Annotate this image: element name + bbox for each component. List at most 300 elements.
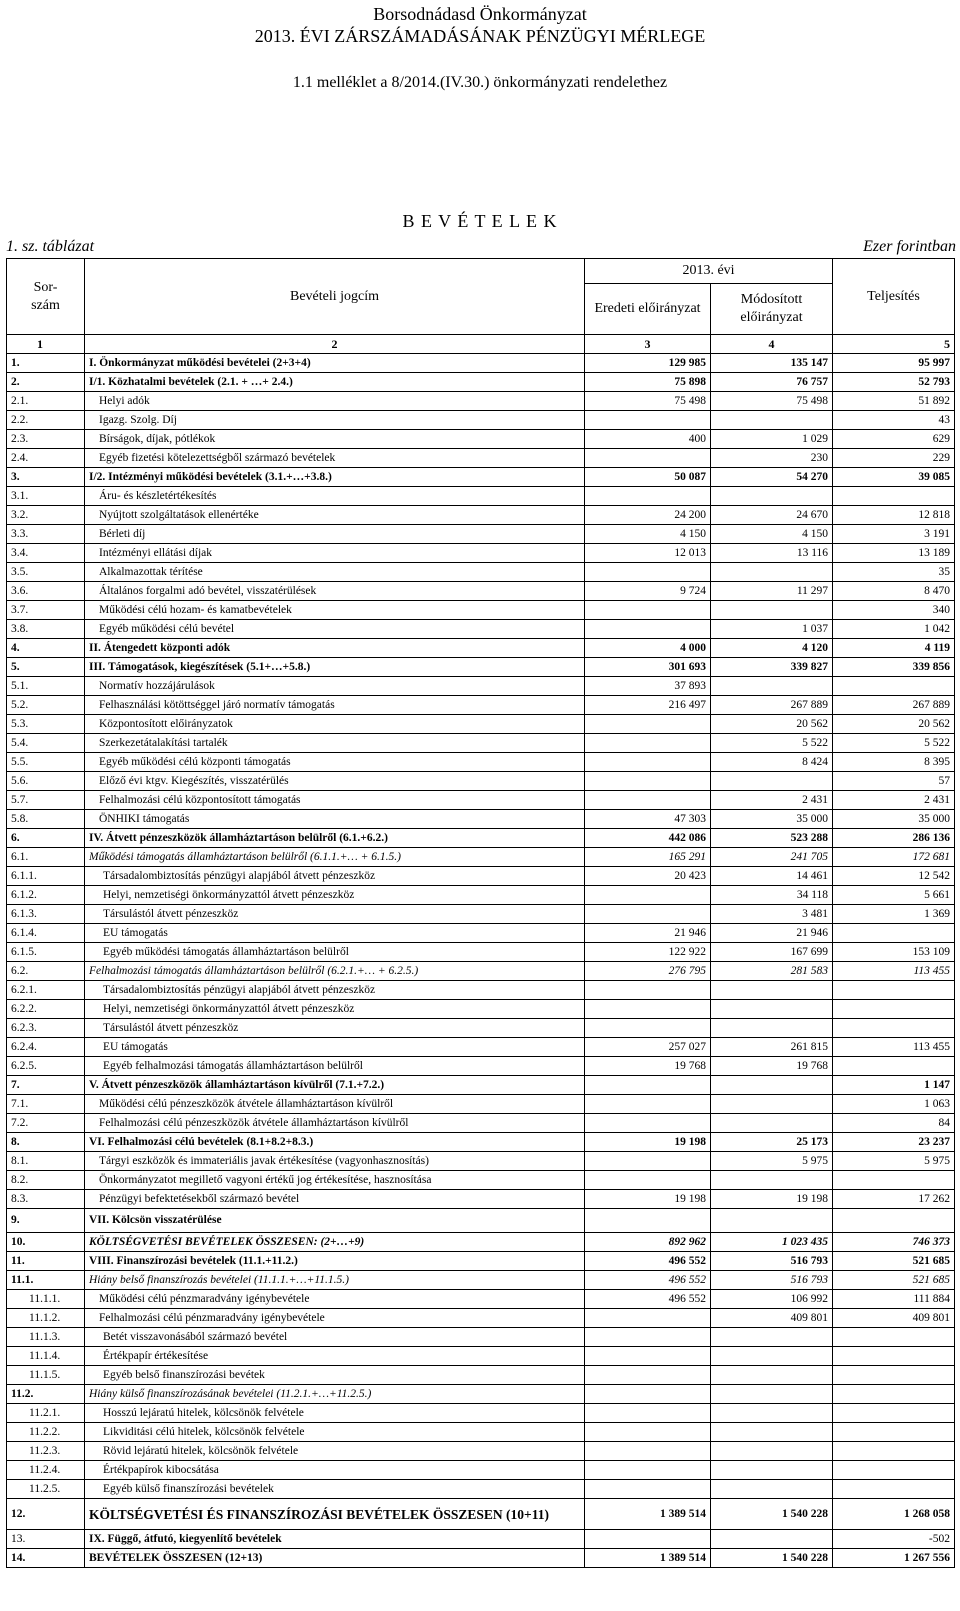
row-label: Társulástól átvett pénzeszköz: [85, 1019, 585, 1038]
row-label: Egyéb felhalmozási támogatás államháztartáson belülről: [85, 1057, 585, 1076]
value-eredeti: [585, 1000, 711, 1019]
value-eredeti: 496 552: [585, 1290, 711, 1309]
row-code: 11.: [7, 1252, 85, 1271]
row-code: 14.: [7, 1549, 85, 1568]
table-row: [7, 1461, 955, 1480]
table-row: [7, 1404, 955, 1423]
table-row: [7, 1038, 955, 1057]
value-eredeti: [585, 1328, 711, 1347]
value-eredeti: 75 498: [585, 392, 711, 411]
value-modositott: 1 029: [711, 430, 833, 449]
value-modositott: 261 815: [711, 1038, 833, 1057]
value-teljesites: [833, 677, 955, 696]
value-modositott: 230: [711, 449, 833, 468]
value-modositott: [711, 1385, 833, 1404]
value-eredeti: 122 922: [585, 943, 711, 962]
value-teljesites: 111 884: [833, 1290, 955, 1309]
value-teljesites: -502: [833, 1530, 955, 1549]
value-eredeti: [585, 1347, 711, 1366]
value-eredeti: 892 962: [585, 1233, 711, 1252]
value-eredeti: [585, 753, 711, 772]
row-code: 6.: [7, 829, 85, 848]
table-row: [7, 1114, 955, 1133]
value-eredeti: 50 087: [585, 468, 711, 487]
table-row: [7, 848, 955, 867]
value-modositott: 281 583: [711, 962, 833, 981]
row-code: 11.2.5.: [7, 1480, 85, 1499]
unit-label: Ezer forintban: [863, 238, 956, 255]
row-label: Egyéb fizetési kötelezettségből származó bevételek: [85, 449, 585, 468]
value-eredeti: [585, 1423, 711, 1442]
table-row: [7, 886, 955, 905]
row-label: IX. Függő, átfutó, kiegyenlítő bevételek: [85, 1530, 585, 1549]
table-row: [7, 392, 955, 411]
table-row: [7, 639, 955, 658]
value-modositott: 5 522: [711, 734, 833, 753]
row-label: Helyi, nemzetiségi önkormányzattól átvett pénzeszköz: [85, 886, 585, 905]
table-row: [7, 411, 955, 430]
value-modositott: 516 793: [711, 1271, 833, 1290]
row-label: Helyi, nemzetiségi önkormányzattól átvett pénzeszköz: [85, 1000, 585, 1019]
value-eredeti: [585, 905, 711, 924]
table-row: [7, 468, 955, 487]
value-teljesites: [833, 1057, 955, 1076]
row-code: 6.1.2.: [7, 886, 85, 905]
value-eredeti: 19 768: [585, 1057, 711, 1076]
value-modositott: 2 431: [711, 791, 833, 810]
row-code: 11.1.1.: [7, 1290, 85, 1309]
value-teljesites: 43: [833, 411, 955, 430]
value-teljesites: [833, 1347, 955, 1366]
row-code: 7.: [7, 1076, 85, 1095]
table-row: [7, 544, 955, 563]
table-row: [7, 696, 955, 715]
row-code: 5.3.: [7, 715, 85, 734]
row-label: Helyi adók: [85, 392, 585, 411]
row-label: Egyéb működési célú központi támogatás: [85, 753, 585, 772]
value-teljesites: 1 063: [833, 1095, 955, 1114]
row-code: 11.1.4.: [7, 1347, 85, 1366]
row-code: 3.1.: [7, 487, 85, 506]
value-teljesites: 521 685: [833, 1252, 955, 1271]
value-teljesites: 84: [833, 1114, 955, 1133]
value-modositott: [711, 677, 833, 696]
value-teljesites: 521 685: [833, 1271, 955, 1290]
value-teljesites: 23 237: [833, 1133, 955, 1152]
value-modositott: [711, 1019, 833, 1038]
value-teljesites: 1 369: [833, 905, 955, 924]
value-eredeti: 129 985: [585, 354, 711, 373]
row-code: 7.1.: [7, 1095, 85, 1114]
value-modositott: 267 889: [711, 696, 833, 715]
row-code: 4.: [7, 639, 85, 658]
row-code: 5.2.: [7, 696, 85, 715]
row-code: 11.2.1.: [7, 1404, 85, 1423]
value-eredeti: [585, 791, 711, 810]
value-modositott: 1 037: [711, 620, 833, 639]
table-row: [7, 715, 955, 734]
value-eredeti: 9 724: [585, 582, 711, 601]
col-num: 2: [85, 335, 585, 354]
row-code: 6.1.1.: [7, 867, 85, 886]
table-row: [7, 658, 955, 677]
table-row: [7, 1499, 955, 1530]
row-label: Működési célú pénzmaradvány igénybevétele: [85, 1290, 585, 1309]
value-eredeti: [585, 1019, 711, 1038]
value-modositott: 167 699: [711, 943, 833, 962]
row-label: III. Támogatások, kiegészítések (5.1+…+5.8.): [85, 658, 585, 677]
row-code: 6.1.3.: [7, 905, 85, 924]
table-row: [7, 525, 955, 544]
table-row: [7, 620, 955, 639]
row-label: BEVÉTELEK ÖSSZESEN (12+13): [85, 1549, 585, 1568]
row-label: Felhasználási kötöttséggel járó normatív támogatás: [85, 696, 585, 715]
table-row: [7, 487, 955, 506]
row-code: 3.6.: [7, 582, 85, 601]
value-modositott: [711, 1171, 833, 1190]
table-row: [7, 1366, 955, 1385]
row-label: I/2. Intézményi működési bevételek (3.1.+…+3.8.): [85, 468, 585, 487]
value-eredeti: 19 198: [585, 1133, 711, 1152]
table-row: [7, 1309, 955, 1328]
table-row: [7, 1530, 955, 1549]
table-row: [7, 506, 955, 525]
table-row: [7, 1442, 955, 1461]
value-teljesites: [833, 924, 955, 943]
value-teljesites: 35: [833, 563, 955, 582]
value-modositott: 339 827: [711, 658, 833, 677]
row-code: 6.2.2.: [7, 1000, 85, 1019]
value-eredeti: [585, 601, 711, 620]
table-row: [7, 1152, 955, 1171]
value-eredeti: [585, 981, 711, 1000]
value-modositott: 516 793: [711, 1252, 833, 1271]
row-code: 3.5.: [7, 563, 85, 582]
row-code: 3.4.: [7, 544, 85, 563]
row-label: Felhalmozási célú pénzeszközök átvétele államháztartáson kívülről: [85, 1114, 585, 1133]
row-code: 6.2.5.: [7, 1057, 85, 1076]
value-eredeti: 24 200: [585, 506, 711, 525]
table-row: [7, 449, 955, 468]
row-label: I. Önkormányzat működési bevételei (2+3+4): [85, 354, 585, 373]
row-code: 6.2.4.: [7, 1038, 85, 1057]
table-row: [7, 772, 955, 791]
row-label: Hiány külső finanszírozásának bevételei (11.2.1.+…+11.2.5.): [85, 1385, 585, 1404]
table-row: [7, 810, 955, 829]
value-teljesites: 267 889: [833, 696, 955, 715]
value-modositott: [711, 1347, 833, 1366]
table-row: [7, 791, 955, 810]
value-modositott: [711, 1480, 833, 1499]
value-teljesites: [833, 487, 955, 506]
value-teljesites: 340: [833, 601, 955, 620]
value-teljesites: 1 267 556: [833, 1549, 955, 1568]
value-modositott: [711, 487, 833, 506]
table-row: [7, 354, 955, 373]
col-header-eredeti: Eredeti előirányzat: [585, 284, 711, 335]
value-modositott: [711, 601, 833, 620]
value-teljesites: [833, 1171, 955, 1190]
table-row: [7, 582, 955, 601]
value-teljesites: [833, 1209, 955, 1233]
value-teljesites: 8 395: [833, 753, 955, 772]
value-teljesites: [833, 1000, 955, 1019]
row-label: VI. Felhalmozási célú bevételek (8.1+8.2+8.3.): [85, 1133, 585, 1152]
row-label: VII. Kölcsön visszatérülése: [85, 1209, 585, 1233]
row-code: 2.2.: [7, 411, 85, 430]
row-label: Hiány belső finanszírozás bevételei (11.1.1.+…+11.1.5.): [85, 1271, 585, 1290]
row-label: II. Átengedett központi adók: [85, 639, 585, 658]
table-row: [7, 1133, 955, 1152]
value-eredeti: [585, 1114, 711, 1133]
row-label: ÖNHIKI támogatás: [85, 810, 585, 829]
value-eredeti: [585, 1461, 711, 1480]
col-header-year: 2013. évi: [585, 259, 833, 284]
row-code: 5.4.: [7, 734, 85, 753]
value-teljesites: 95 997: [833, 354, 955, 373]
value-eredeti: 37 893: [585, 677, 711, 696]
col-header-teljesites: Teljesítés: [833, 259, 955, 335]
table-row: [7, 430, 955, 449]
table-row: [7, 1385, 955, 1404]
value-modositott: 20 562: [711, 715, 833, 734]
row-label: Társulástól átvett pénzeszköz: [85, 905, 585, 924]
value-modositott: 523 288: [711, 829, 833, 848]
value-teljesites: 2 431: [833, 791, 955, 810]
value-teljesites: 5 522: [833, 734, 955, 753]
value-eredeti: [585, 1366, 711, 1385]
row-code: 8.3.: [7, 1190, 85, 1209]
value-modositott: [711, 1366, 833, 1385]
row-label: Egyéb belső finanszírozási bevétek: [85, 1366, 585, 1385]
value-eredeti: [585, 563, 711, 582]
row-label: Betét visszavonásából származó bevétel: [85, 1328, 585, 1347]
table-row: [7, 1095, 955, 1114]
row-label: Alkalmazottak térítése: [85, 563, 585, 582]
col-header-modositott: Módosított előirányzat: [711, 284, 833, 335]
col-header-sorszam: Sor- szám: [7, 259, 85, 335]
row-label: Működési célú hozam- és kamatbevételek: [85, 601, 585, 620]
row-code: 11.1.5.: [7, 1366, 85, 1385]
table-row: [7, 1252, 955, 1271]
report-title: 2013. ÉVI ZÁRSZÁMADÁSÁNAK PÉNZÜGYI MÉRLEGE: [254, 26, 706, 46]
table-row: [7, 677, 955, 696]
row-label: Igazg. Szolg. Díj: [85, 411, 585, 430]
col-num: 3: [585, 335, 711, 354]
value-modositott: [711, 981, 833, 1000]
value-teljesites: 12 542: [833, 867, 955, 886]
value-modositott: 25 173: [711, 1133, 833, 1152]
value-modositott: [711, 1209, 833, 1233]
row-label: Egyéb külső finanszírozási bevételek: [85, 1480, 585, 1499]
value-eredeti: [585, 449, 711, 468]
value-eredeti: [585, 1076, 711, 1095]
row-label: Egyéb működési támogatás államháztartáson belülről: [85, 943, 585, 962]
row-label: IV. Átvett pénzeszközök államháztartáson belülről (6.1.+6.2.): [85, 829, 585, 848]
value-eredeti: [585, 1171, 711, 1190]
value-eredeti: 1 389 514: [585, 1499, 711, 1530]
row-label: Felhalmozási támogatás államháztartáson belülről (6.2.1.+… + 6.2.5.): [85, 962, 585, 981]
value-eredeti: [585, 1309, 711, 1328]
value-modositott: 34 118: [711, 886, 833, 905]
value-teljesites: 1 268 058: [833, 1499, 955, 1530]
value-eredeti: [585, 620, 711, 639]
row-code: 1.: [7, 354, 85, 373]
row-label: Társadalombiztosítás pénzügyi alapjából átvett pénzeszköz: [85, 981, 585, 1000]
value-teljesites: 35 000: [833, 810, 955, 829]
table-row: [7, 563, 955, 582]
row-code: 12.: [7, 1499, 85, 1530]
value-eredeti: 216 497: [585, 696, 711, 715]
row-label: Felhalmozási célú pénzmaradvány igénybevétele: [85, 1309, 585, 1328]
col-num: 1: [7, 335, 85, 354]
row-label: EU támogatás: [85, 1038, 585, 1057]
value-modositott: 24 670: [711, 506, 833, 525]
table-row: [7, 1271, 955, 1290]
row-code: 10.: [7, 1233, 85, 1252]
value-teljesites: 8 470: [833, 582, 955, 601]
value-modositott: 1 540 228: [711, 1549, 833, 1568]
value-eredeti: [585, 487, 711, 506]
value-modositott: [711, 1095, 833, 1114]
value-teljesites: [833, 1385, 955, 1404]
row-label: Tárgyi eszközök és immateriális javak értékesítése (vagyonhasznosítás): [85, 1152, 585, 1171]
row-label: Likviditási célú hitelek, kölcsönök felvétele: [85, 1423, 585, 1442]
table-label: 1. sz. táblázat: [6, 238, 95, 255]
value-eredeti: [585, 1095, 711, 1114]
value-modositott: [711, 1114, 833, 1133]
value-teljesites: [833, 1019, 955, 1038]
value-eredeti: [585, 772, 711, 791]
value-modositott: 4 150: [711, 525, 833, 544]
value-modositott: 54 270: [711, 468, 833, 487]
value-eredeti: 75 898: [585, 373, 711, 392]
value-teljesites: 17 262: [833, 1190, 955, 1209]
col-num: 4: [711, 335, 833, 354]
value-eredeti: 19 198: [585, 1190, 711, 1209]
table-row: [7, 943, 955, 962]
table-row: [7, 981, 955, 1000]
row-code: 3.7.: [7, 601, 85, 620]
row-code: 8.1.: [7, 1152, 85, 1171]
value-eredeti: [585, 1530, 711, 1549]
value-teljesites: [833, 1461, 955, 1480]
value-teljesites: [833, 1366, 955, 1385]
value-modositott: 106 992: [711, 1290, 833, 1309]
value-modositott: 409 801: [711, 1309, 833, 1328]
row-code: 6.1.5.: [7, 943, 85, 962]
table-row: [7, 734, 955, 753]
value-eredeti: [585, 1152, 711, 1171]
row-code: 11.2.: [7, 1385, 85, 1404]
table-row: [7, 962, 955, 981]
value-teljesites: 629: [833, 430, 955, 449]
value-teljesites: 1 147: [833, 1076, 955, 1095]
value-modositott: 241 705: [711, 848, 833, 867]
row-code: 2.: [7, 373, 85, 392]
table-row: [7, 1549, 955, 1568]
value-eredeti: [585, 715, 711, 734]
value-eredeti: [585, 411, 711, 430]
value-teljesites: [833, 1480, 955, 1499]
value-eredeti: 442 086: [585, 829, 711, 848]
value-teljesites: 172 681: [833, 848, 955, 867]
row-code: 9.: [7, 1209, 85, 1233]
row-label: Önkormányzatot megillető vagyoni értékű jog értékesítése, hasznosítása: [85, 1171, 585, 1190]
value-modositott: 3 481: [711, 905, 833, 924]
row-label: Felhalmozási célú központosított támogatás: [85, 791, 585, 810]
row-code: 3.3.: [7, 525, 85, 544]
table-row: [7, 1209, 955, 1233]
value-eredeti: 496 552: [585, 1271, 711, 1290]
row-label: Rövid lejáratú hitelek, kölcsönök felvétele: [85, 1442, 585, 1461]
row-code: 3.: [7, 468, 85, 487]
row-code: 5.6.: [7, 772, 85, 791]
row-code: 11.1.2.: [7, 1309, 85, 1328]
row-code: 6.2.: [7, 962, 85, 981]
row-code: 13.: [7, 1530, 85, 1549]
row-label: Értékpapír értékesítése: [85, 1347, 585, 1366]
value-modositott: 5 975: [711, 1152, 833, 1171]
value-teljesites: 1 042: [833, 620, 955, 639]
value-eredeti: 165 291: [585, 848, 711, 867]
value-teljesites: [833, 1423, 955, 1442]
value-teljesites: 52 793: [833, 373, 955, 392]
row-label: I/1. Közhatalmi bevételek (2.1. + …+ 2.4.): [85, 373, 585, 392]
row-label: V. Átvett pénzeszközök államháztartáson kívülről (7.1.+7.2.): [85, 1076, 585, 1095]
value-teljesites: 4 119: [833, 639, 955, 658]
row-label: VIII. Finanszírozási bevételek (11.1.+11.2.): [85, 1252, 585, 1271]
table-row: [7, 1057, 955, 1076]
row-code: 8.: [7, 1133, 85, 1152]
value-teljesites: [833, 1404, 955, 1423]
table-row: [7, 1190, 955, 1209]
row-label: KÖLTSÉGVETÉSI ÉS FINANSZÍROZÁSI BEVÉTELEK ÖSSZESEN (10+11): [85, 1499, 585, 1530]
value-teljesites: [833, 1442, 955, 1461]
col-header-jogcim: Bevételi jogcím: [85, 259, 585, 335]
value-eredeti: [585, 1209, 711, 1233]
table-row: [7, 601, 955, 620]
row-code: 11.2.3.: [7, 1442, 85, 1461]
value-modositott: 21 946: [711, 924, 833, 943]
value-teljesites: [833, 981, 955, 1000]
row-label: Pénzügyi befektetésekből származó bevétel: [85, 1190, 585, 1209]
value-modositott: [711, 1076, 833, 1095]
municipality-title: Borsodnádasd Önkormányzat: [373, 4, 587, 24]
value-teljesites: 39 085: [833, 468, 955, 487]
row-code: 2.1.: [7, 392, 85, 411]
value-teljesites: 409 801: [833, 1309, 955, 1328]
value-eredeti: 4 150: [585, 525, 711, 544]
value-modositott: 8 424: [711, 753, 833, 772]
row-code: 6.1.: [7, 848, 85, 867]
row-label: Nyújtott szolgáltatások ellenértéke: [85, 506, 585, 525]
table-row: [7, 867, 955, 886]
value-teljesites: 286 136: [833, 829, 955, 848]
value-modositott: 1 540 228: [711, 1499, 833, 1530]
value-eredeti: 20 423: [585, 867, 711, 886]
value-eredeti: [585, 1404, 711, 1423]
value-eredeti: 301 693: [585, 658, 711, 677]
value-teljesites: 153 109: [833, 943, 955, 962]
value-teljesites: 746 373: [833, 1233, 955, 1252]
value-eredeti: [585, 734, 711, 753]
row-label: Bérleti díj: [85, 525, 585, 544]
row-label: Normatív hozzájárulások: [85, 677, 585, 696]
row-label: Általános forgalmi adó bevétel, visszatérülések: [85, 582, 585, 601]
row-label: EU támogatás: [85, 924, 585, 943]
row-label: Működési támogatás államháztartáson belülről (6.1.1.+… + 6.1.5.): [85, 848, 585, 867]
